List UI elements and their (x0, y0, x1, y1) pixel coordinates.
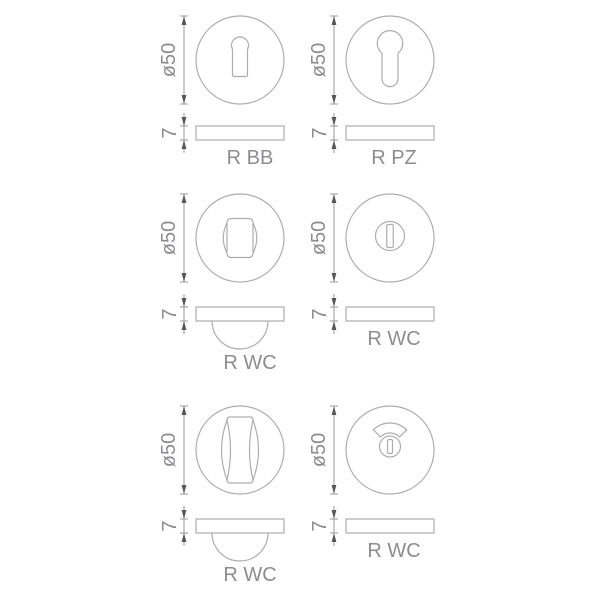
dimension-thickness (159, 506, 188, 546)
wc-knob-tall-face-right (250, 420, 254, 480)
dimension-diameter (158, 194, 188, 282)
variant-label: R WC (223, 564, 277, 586)
knob-dome-side-view (212, 533, 268, 561)
dimension-arrow (182, 485, 187, 494)
dimension-text: ø50 (158, 432, 180, 468)
dimension-thickness (309, 506, 338, 546)
dimension-arrow (332, 273, 337, 282)
rosette-side-view (196, 126, 284, 140)
rosette-figure-6 (308, 406, 434, 562)
wc-knob-tall-silhouette (222, 417, 259, 483)
variant-label: R WC (367, 540, 421, 562)
rosette-figure-5 (158, 406, 284, 586)
rosette-side-view (346, 307, 434, 321)
dimension-text: 7 (159, 127, 181, 139)
wc-emergency-slot (376, 222, 405, 251)
bb-keyhole (232, 37, 249, 77)
dimension-arrow (332, 117, 337, 126)
dimension-diameter (308, 194, 338, 282)
rosette-figure-3 (158, 194, 284, 374)
dimension-arrow (182, 95, 187, 104)
dimension-arrow (332, 140, 337, 149)
rosette-side-view (196, 519, 284, 533)
dimension-text: ø50 (158, 42, 180, 78)
variant-label: R WC (223, 352, 277, 374)
dimension-arrow (332, 16, 337, 25)
dimension-arrow (182, 298, 187, 307)
rosette-front-view (346, 406, 434, 494)
rosette-side-view (346, 126, 434, 140)
variant-label: R WC (367, 328, 421, 350)
dimension-text: 7 (309, 308, 331, 320)
pz-cylinder-shape (377, 31, 402, 87)
rosette-front-view (346, 16, 434, 104)
dimension-text: 7 (159, 520, 181, 532)
dimension-thickness (309, 113, 338, 153)
dimension-arrow (332, 95, 337, 104)
emergency-release-circle (376, 222, 405, 251)
rosette-front-view (196, 194, 284, 282)
dimension-arrow (182, 406, 187, 415)
dimension-text: 7 (309, 520, 331, 532)
pz-cylinder (377, 31, 402, 87)
dimension-arrow (332, 298, 337, 307)
dimension-text: ø50 (308, 220, 330, 256)
dimension-text: ø50 (308, 42, 330, 78)
rosette-front-view (346, 194, 434, 282)
rosette-figure-4 (308, 194, 434, 350)
dimension-arrow (182, 117, 187, 126)
dimension-thickness (309, 294, 338, 334)
dimension-diameter (308, 16, 338, 104)
dimension-text: 7 (309, 127, 331, 139)
variant-label: R PZ (371, 147, 417, 169)
dimension-arrow (182, 16, 187, 25)
rosette-side-view (196, 307, 284, 321)
knob-dome-side-view (212, 321, 268, 349)
dimension-arrow (182, 194, 187, 203)
dimension-text: 7 (159, 308, 181, 320)
dimension-thickness (159, 294, 188, 334)
rosette-figure-1 (158, 16, 284, 169)
dimension-arrow (332, 485, 337, 494)
dimension-arrow (332, 533, 337, 542)
rosette-front-view (196, 406, 284, 494)
rosette-figure-2 (308, 16, 434, 169)
wc-knob-tall (222, 417, 259, 483)
dimension-text: ø50 (308, 432, 330, 468)
variant-label: R BB (226, 147, 274, 169)
dimension-arrow (182, 510, 187, 519)
dimension-arrow (332, 321, 337, 330)
rosette-front-view (196, 16, 284, 104)
wc-knob-face (227, 219, 253, 258)
emergency-release-slot (387, 225, 394, 248)
dimension-diameter (308, 406, 338, 494)
dimension-arrow (182, 273, 187, 282)
dimension-arrow (182, 533, 187, 542)
dimension-arrow (182, 321, 187, 330)
indicator-release-slot (388, 440, 393, 454)
dimension-diameter (158, 16, 188, 104)
wc-knob-square (223, 219, 257, 258)
dimension-arrow (332, 406, 337, 415)
bb-keyhole-shape (232, 37, 249, 77)
dimension-diameter (158, 406, 188, 494)
dimension-arrow (332, 194, 337, 203)
rosette-side-view (346, 519, 434, 533)
wc-knob-tall-face-left (227, 420, 231, 480)
dimension-arrow (182, 140, 187, 149)
dimension-text: ø50 (158, 220, 180, 256)
dimension-thickness (159, 113, 188, 153)
wc-indicator (373, 423, 406, 457)
indicator-window-arc (373, 423, 406, 437)
dimension-arrow (332, 510, 337, 519)
